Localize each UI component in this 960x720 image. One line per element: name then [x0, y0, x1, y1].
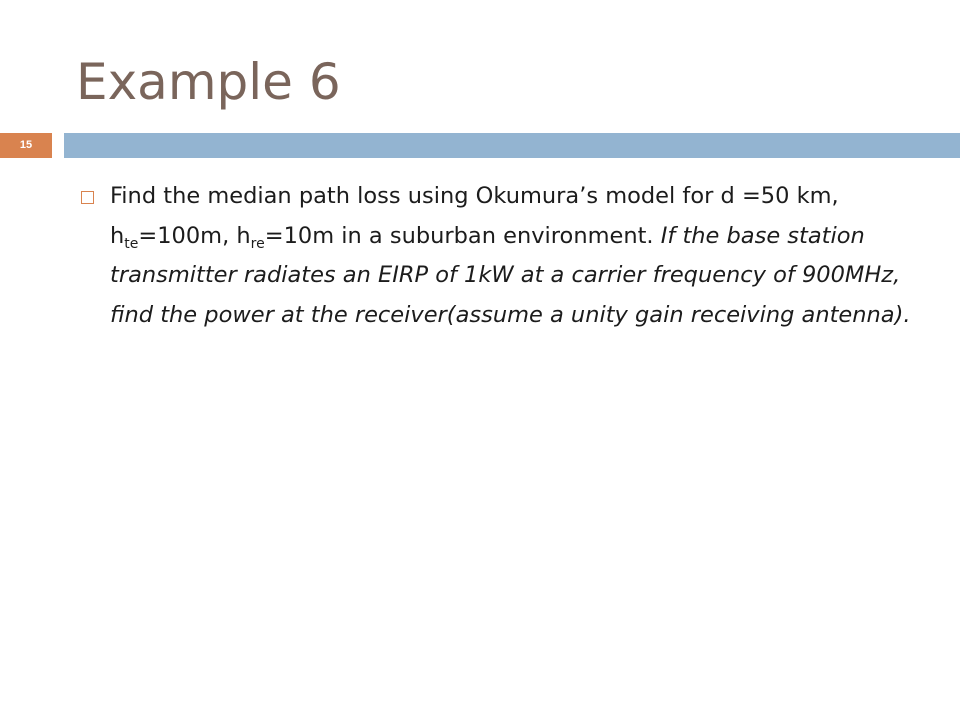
slide-title: Example 6 — [76, 53, 341, 111]
subscript-te: te — [124, 235, 139, 252]
bullet-text-part-3: =10m in a suburban environment. — [264, 222, 661, 249]
bullet-text-part-1: Find the median path loss using Okumura’s model for d =50 km, h — [110, 183, 839, 249]
slide-number-badge: 15 — [0, 133, 52, 158]
header-divider-bar — [64, 133, 960, 158]
bullet-text — [110, 177, 912, 335]
bullet-text-part-2: =100m, h — [138, 222, 251, 249]
square-bullet-icon — [81, 191, 94, 204]
subscript-re: re — [250, 235, 265, 252]
bullet-item — [72, 177, 912, 335]
slide-content — [72, 177, 912, 335]
bullet-text-italic: If the base station transmitter radiates an EIRP of 1kW at a carrier frequency of 900MHz, find the power at the receiver(assume a unity gain receiving antenna). — [110, 222, 911, 328]
